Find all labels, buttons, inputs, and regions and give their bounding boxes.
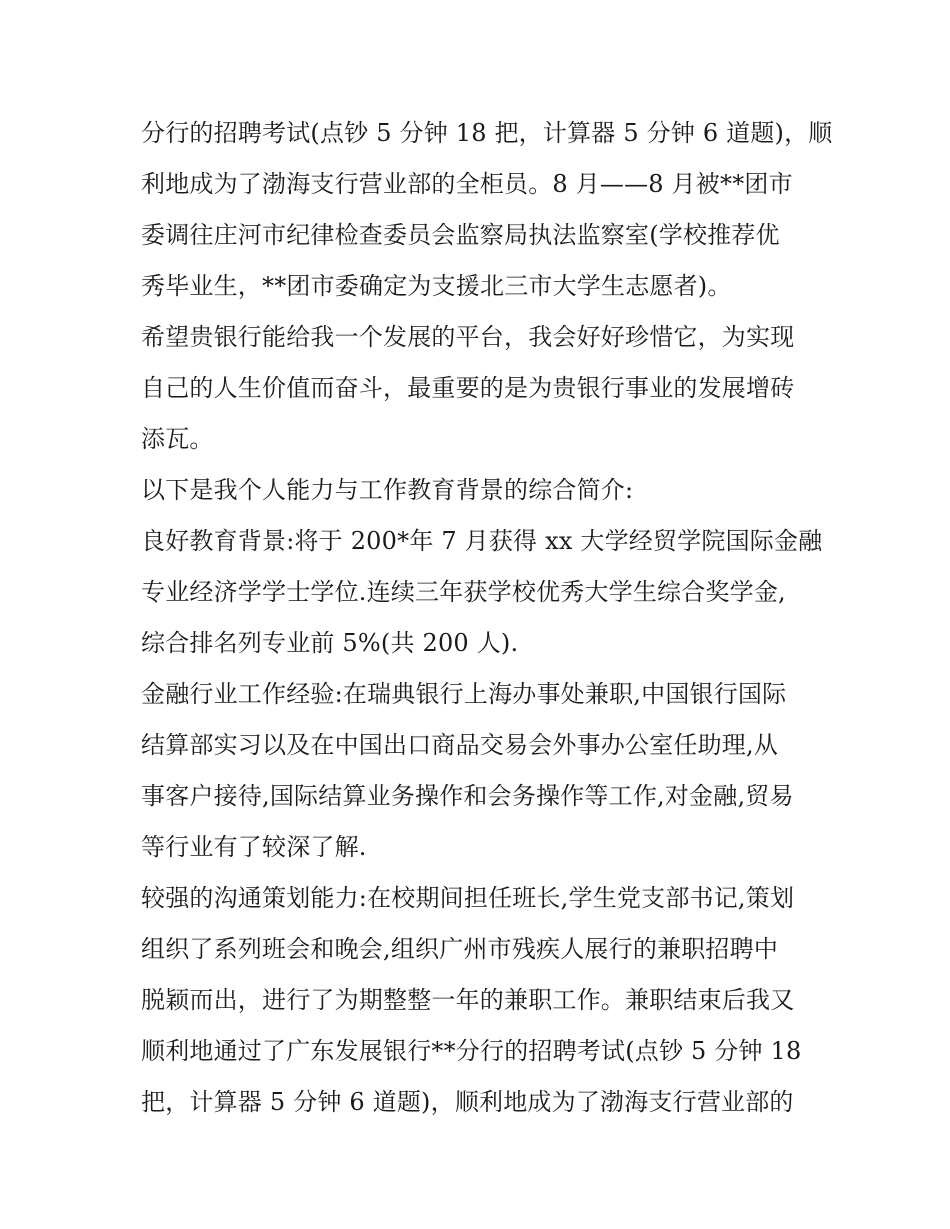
text-line: 希望贵银行能给我一个发展的平台，我会好好珍惜它，为实现 [141,323,795,351]
text-line: 秀毕业生，**团市委确定为支援北三市大学生志愿者)。 [141,272,732,300]
text-line: 良好教育背景:将于 200*年 7 月获得 xx 大学经贸学院国际金融 [141,527,823,555]
text-line: 等行业有了较深了解. [141,833,367,861]
text-line: 顺利地通过了广东发展银行**分行的招聘考试(点钞 5 分钟 18 [141,1037,802,1065]
document-body [141,108,833,1128]
text-line: 自己的人生价值而奋斗，最重要的是为贵银行事业的发展增砖 [141,374,795,402]
text-line: 委调往庄河市纪律检查委员会监察局执法监察室(学校推荐优 [141,221,780,249]
text-line: 组织了系列班会和晚会,组织广州市残疾人展行的兼职招聘中 [141,935,779,963]
text-line: 利地成为了渤海支行营业部的全柜员。8 月——8 月被**团市 [141,170,793,198]
text-line: 金融行业工作经验:在瑞典银行上海办事处兼职,中国银行国际 [141,680,787,708]
text-line: 事客户接待,国际结算业务操作和会务操作等工作,对金融,贸易 [141,782,794,810]
text-line: 把，计算器 5 分钟 6 道题)，顺利地成为了渤海支行营业部的 [141,1088,794,1116]
text-line: 添瓦。 [141,425,214,453]
text-line: 分行的招聘考试(点钞 5 分钟 18 把，计算器 5 分钟 6 道题)，顺 [141,119,833,147]
text-line: 结算部实习以及在中国出口商品交易会外事办公室任助理,从 [141,731,779,759]
text-line: 脱颖而出，进行了为期整整一年的兼职工作。兼职结束后我又 [141,986,795,1014]
text-line: 综合排名列专业前 5%(共 200 人). [141,629,519,657]
text-line: 专业经济学学士学位.连续三年获学校优秀大学生综合奖学金, [141,578,786,606]
text-line: 较强的沟通策划能力:在校期间担任班长,学生党支部书记,策划 [141,884,795,912]
text-line: 以下是我个人能力与工作教育背景的综合简介: [141,476,634,504]
